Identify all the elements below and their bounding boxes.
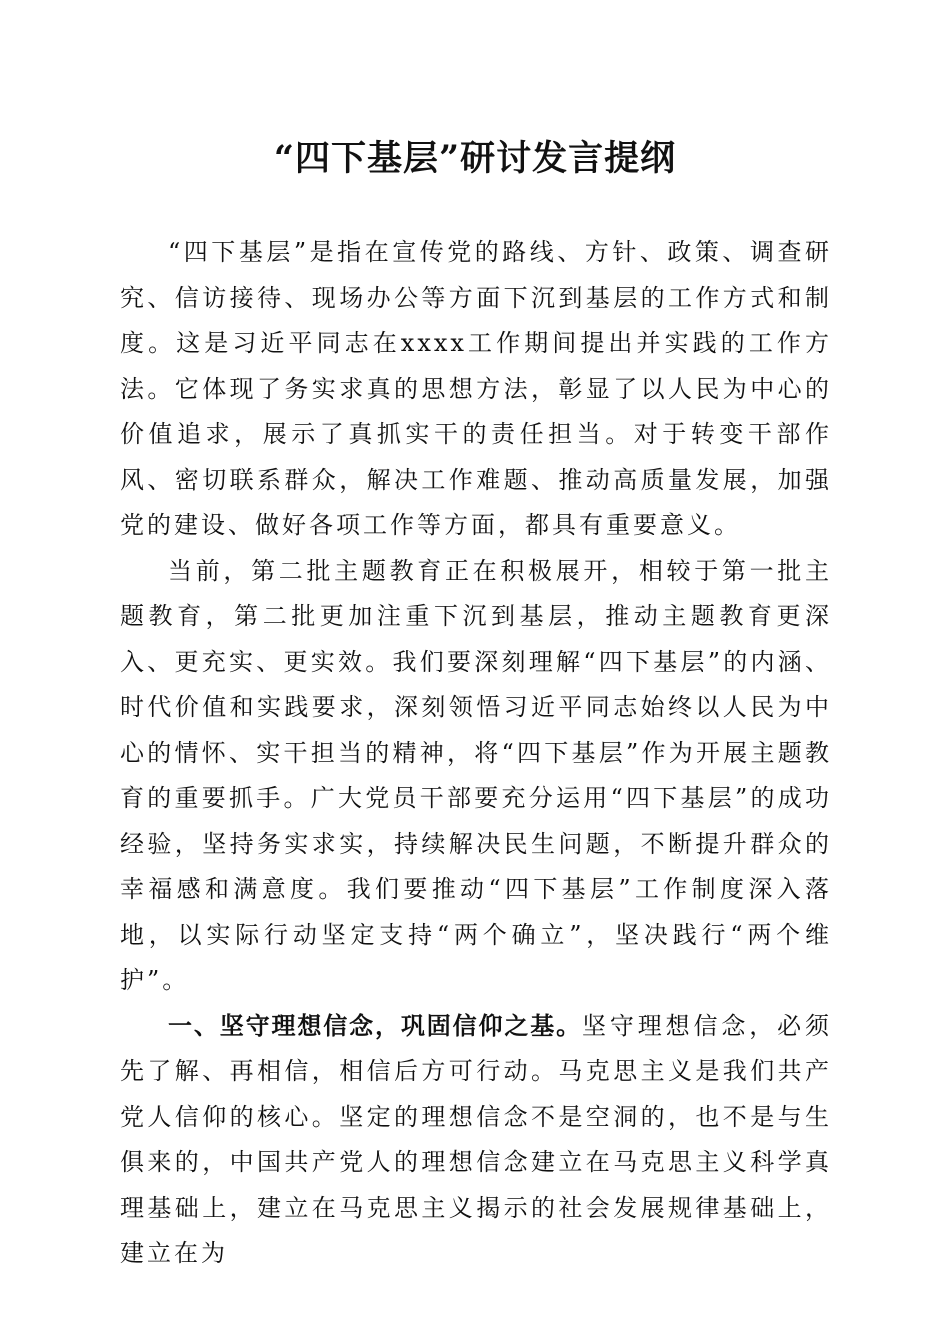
- document-body: [120, 230, 832, 1277]
- paragraph-text: 当前，第二批主题教育正在积极展开，相较于第一批主题教育，第二批更加注重下沉到基层，推动主题教育更深入、更充实、更实效。我们要深刻理解“四下基层”的内涵、时代价值和实践要求，深刻领悟习近平同志始终以人民为中心的情怀、实干担当的精神，将“四下基层”作为开展主题教育的重要抓手。广大党员干部要充分运用“四下基层”的成功经验，坚持务实求实，持续解决民生问题，不断提升群众的幸福感和满意度。我们要推动“四下基层”工作制度深入落地，以实际行动坚定支持“两个确立”，坚决践行“两个维护”。: [120, 556, 832, 994]
- paragraph-intro: [120, 230, 832, 549]
- paragraph-section-one: [120, 1004, 832, 1277]
- paragraph-context: [120, 549, 832, 1004]
- paragraph-text: 坚守理想信念，必须先了解、再相信，相信后方可行动。马克思主义是我们共产党人信仰的核心。坚定的理想信念不是空洞的，也不是与生俱来的，中国共产党人的理想信念建立在马克思主义科学真理基础上，建立在马克思主义揭示的社会发展规律基础上，建立在为: [120, 1011, 832, 1267]
- document-title: “四下基层”研讨发言提纲: [273, 138, 677, 179]
- paragraph-text: “四下基层”是指在宣传党的路线、方针、政策、调查研究、信访接待、现场办公等方面下沉到基层的工作方式和制度。这是习近平同志在xxxx工作期间提出并实践的工作方法。它体现了务实求真的思想方法，彰显了以人民为中心的价值追求，展示了真抓实干的责任担当。对于转变干部作风、密切联系群众，解决工作难题、推动高质量发展，加强党的建设、做好各项工作等方面，都具有重要意义。: [120, 238, 832, 539]
- section-heading: 一、坚守理想信念，巩固信仰之基。: [168, 1011, 582, 1040]
